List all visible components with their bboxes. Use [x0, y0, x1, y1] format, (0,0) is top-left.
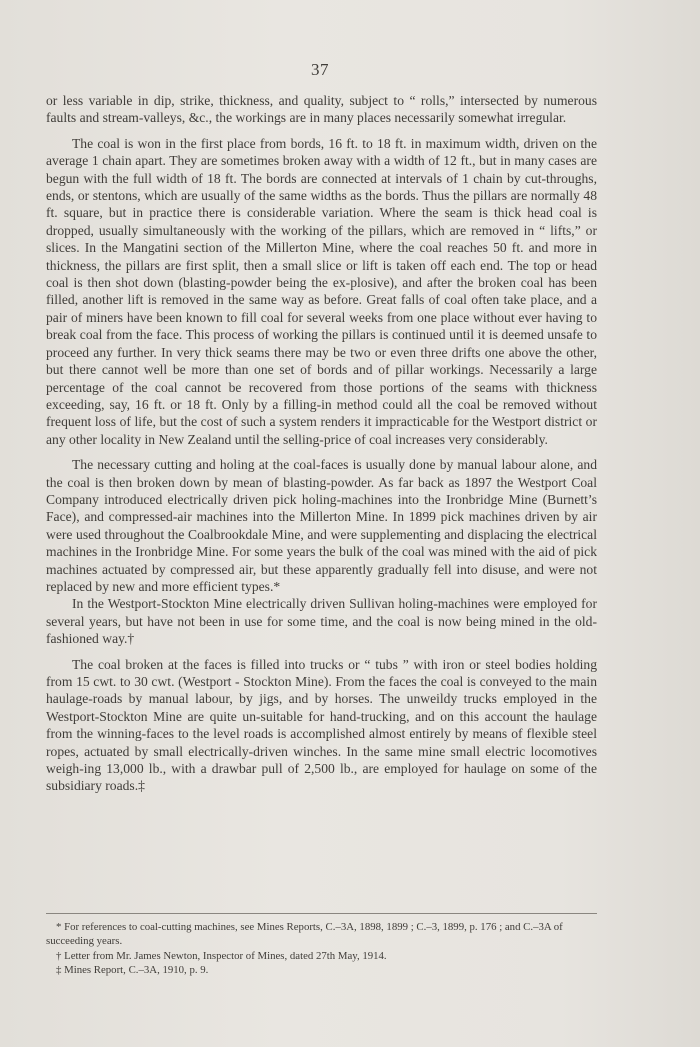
paragraph-sullivan-machines: In the Westport-Stockton Mine electrically driven Sullivan holing-machines were employed for several years, but have not been in use for some time, and the coal is now being mined in the old-fashioned way.†: [46, 596, 597, 647]
footnote-divider: [46, 913, 597, 914]
body-text: [46, 92, 597, 803]
footnote-dagger: † Letter from Mr. James Newton, Inspector of Mines, dated 27th May, 1914.: [56, 949, 387, 962]
footnote-star: * For references to coal-cutting machines, see Mines Reports, C.–3A, 1898, 1899 ; C.–3, 1899, p. 176 ; and C.–3A of succeeding years.: [46, 921, 563, 948]
paragraph-holing-machines: The necessary cutting and holing at the coal-faces is usually done by manual labour alone, and the coal is then broken down by mean of blasting-powder. As far back as 1897 the Westport Coal Company introduced electrically driven pick holing-machines into the Ironbridge Mine (Burnett’s Face), and compressed-air machines into the Millerton Mine. In 1899 pick machines driven by air were used throughout the Coalbrookdale Mine, and were supplementing and displacing the electrical machines in the Ironbridge Mine. For some years the bulk of the coal was mined with the aid of pick machines actuated by compressed air, but these apparently gradually fell into disuse, and were not replaced by new and more efficient types.*: [46, 457, 597, 594]
paragraph-bord-and-pillar: The coal is won in the first place from bords, 16 ft. to 18 ft. in maximum width, driven on the average 1 chain apart. They are sometimes broken away with a width of 12 ft., but in many cases are begun with the full width of 18 ft. The bords are connected at intervals of 1 chain by cut-throughs, ends, or stentons, which are usually of the same widths as the bords. Thus the pillars are normally 48 ft. square, but in practice there is considerable variation. Where the seam is thick head coal is dropped, usually simultaneously with the working of the pillars, which are removed in “ lifts,” or slices. In the Mangatini section of the Millerton Mine, where the coal reaches 50 ft. and more in thickness, the pillars are first split, then a small slice or lift is taken off each end. The top or head coal is then shot down (blasting-powder being the ex-plosive), and after the broken coal has been filled, another lift is removed in the same way as before. Great falls of coal often take place, and a pair of miners have been known to fill coal for several weeks from one place without ever having to break coal from the face. This process of working the pillars is continued until it is deemed unsafe to proceed any further. In very thick seams there may be two or even three drifts one above the other, but there cannot well be more than one set of bords and of pillar workings. Necessarily a large percentage of the coal cannot be recovered from those portions of the seams with thickness exceeding, say, 16 ft. or 18 ft. Only by a filling-in method could all the coal be removed without frequent loss of life, but the cost of such a system renders it impracticable for the Westport district or any other locality in New Zealand until the selling-price of coal increases very considerably.: [46, 135, 597, 447]
paragraph-haulage: The coal broken at the faces is filled into trucks or “ tubs ” with iron or steel bodies holding from 15 cwt. to 30 cwt. (Westport - Stockton Mine). From the faces the coal is conveyed to the main haulage-roads by manual labour, by jigs, and by horses. The unweildy trucks employed in the Westport-Stockton Mine are quite un-suitable for hand-trucking, and on this account the haulage from the winning-faces to the level roads is accomplished almost entirely by means of flexible steel ropes, actuated by small electrically-driven winches. In the same mine small electric locomotives weigh-ing 13,000 lb., with a drawbar pull of 2,500 lb., are employed for haulage on some of the subsidiary roads.‡: [46, 656, 597, 794]
page-number: 37: [311, 60, 329, 79]
footnotes: [46, 920, 597, 978]
paragraph-continuation: or less variable in dip, strike, thickness, and quality, subject to “ rolls,” intersected by numerous faults and stream-valleys, &c., the workings are in many places necessarily somewhat irregular.: [46, 93, 597, 126]
footnote-double-dagger: ‡ Mines Report, C.–3A, 1910, p. 9.: [56, 964, 209, 977]
